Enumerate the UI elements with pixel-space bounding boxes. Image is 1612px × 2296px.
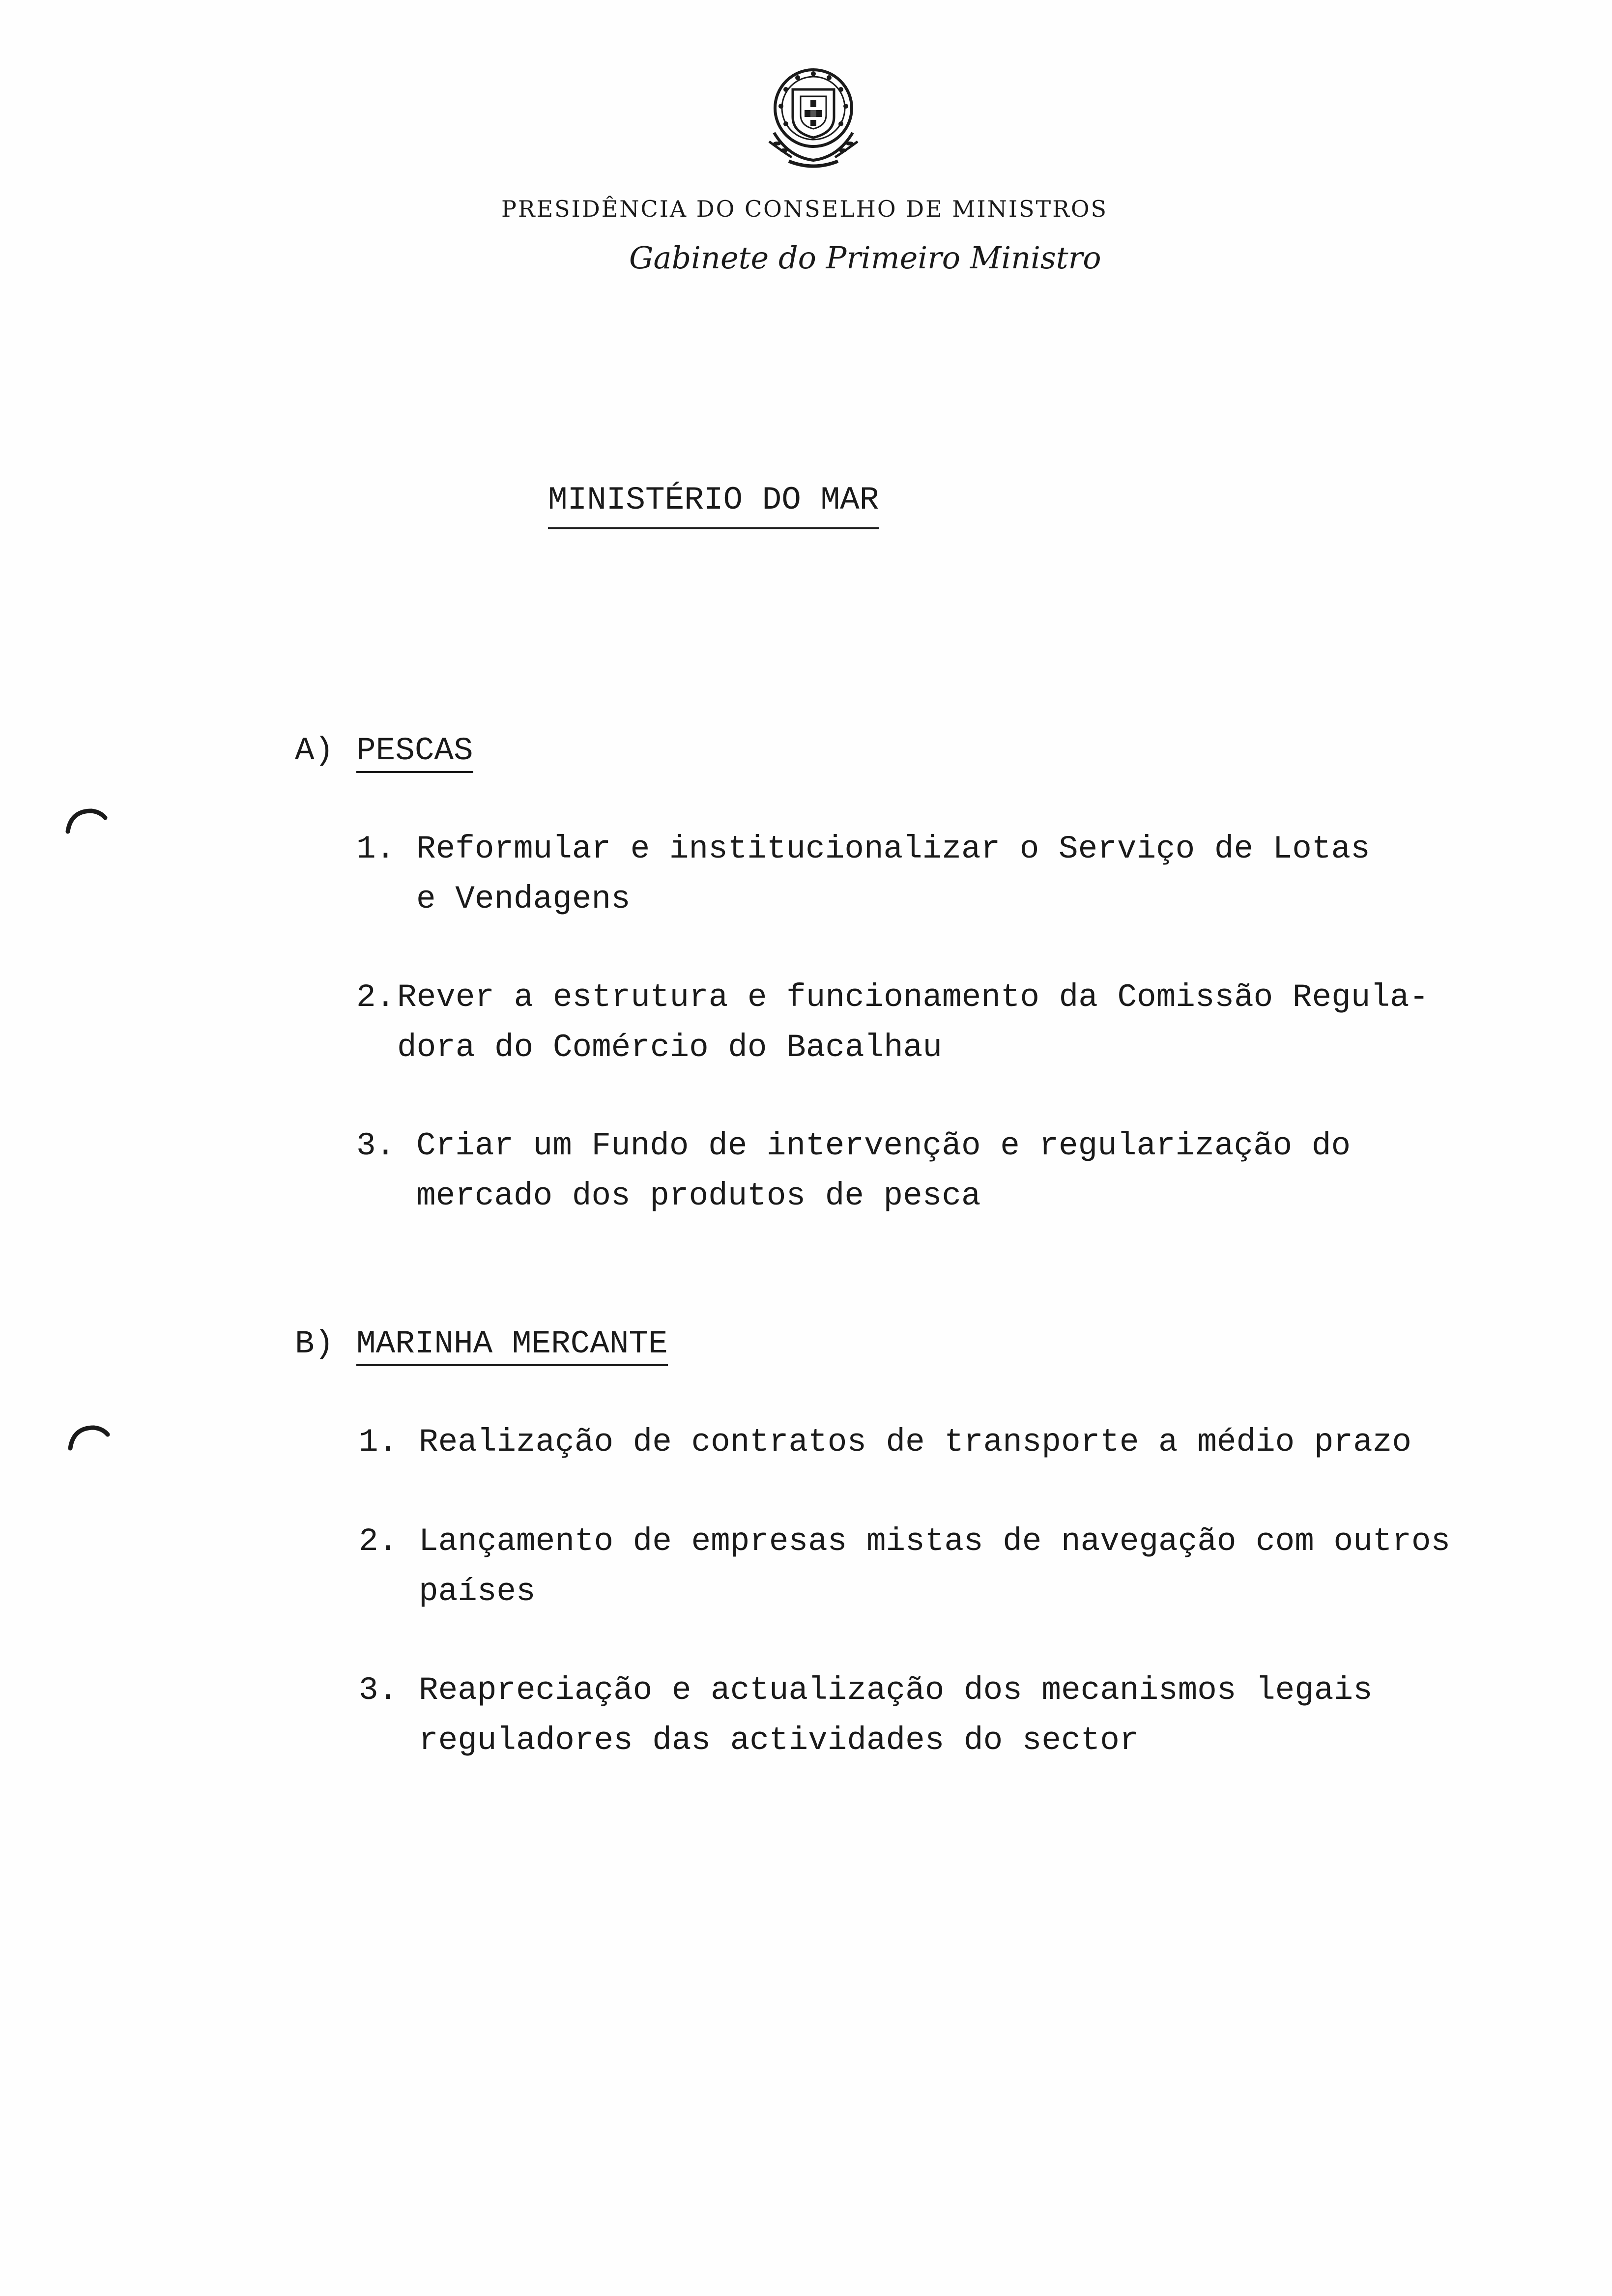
punch-hole-mark — [64, 806, 108, 835]
item-a3-number: 3. — [356, 1127, 396, 1164]
document-title — [548, 482, 879, 529]
cabinet-subheading: Gabinete do Primeiro Ministro — [629, 240, 1101, 276]
item-b3-number: 3. — [359, 1672, 398, 1709]
item-b2-line2: países — [419, 1573, 536, 1610]
item-b1-number: 1. — [359, 1424, 398, 1461]
item-b2-number: 2. — [359, 1523, 398, 1560]
section-b-heading — [356, 1325, 668, 1362]
item-a1-line2: e Vendagens — [416, 881, 631, 918]
section-a-heading — [356, 732, 473, 769]
item-a3-line1: Criar um Fundo de intervenção e regularização do — [416, 1127, 1351, 1164]
item-a1-line1: Reformular e institucionalizar o Serviço de Lotas — [416, 831, 1370, 867]
coat-of-arms-emblem — [754, 59, 872, 177]
section-b-heading-text: MARINHA MERCANTE — [356, 1325, 668, 1366]
section-a-heading-text: PESCAS — [356, 732, 473, 773]
item-b1-line1: Realização de contratos de transporte a médio prazo — [419, 1424, 1411, 1461]
item-a1-number: 1. — [356, 831, 396, 867]
office-heading: PRESIDÊNCIA DO CONSELHO DE MINISTROS — [501, 196, 1108, 222]
item-a2-number: 2. — [356, 979, 396, 1016]
item-a2-line1: Rever a estrutura e funcionamento da Comissão Regula- — [397, 979, 1429, 1016]
document-title-text: MINISTÉRIO DO MAR — [548, 482, 879, 529]
item-b3-line1: Reapreciação e actualização dos mecanismos legais — [419, 1672, 1373, 1709]
section-a-letter: A) — [295, 732, 334, 769]
section-b-letter: B) — [295, 1325, 334, 1362]
punch-hole-mark — [66, 1423, 111, 1452]
item-b2-line1: Lançamento de empresas mistas de navegação com outros — [419, 1523, 1451, 1560]
item-b3-line2: reguladores das actividades do sector — [419, 1722, 1139, 1759]
item-a2-line2: dora do Comércio do Bacalhau — [397, 1029, 942, 1066]
item-a3-line2: mercado dos produtos de pesca — [416, 1177, 981, 1214]
